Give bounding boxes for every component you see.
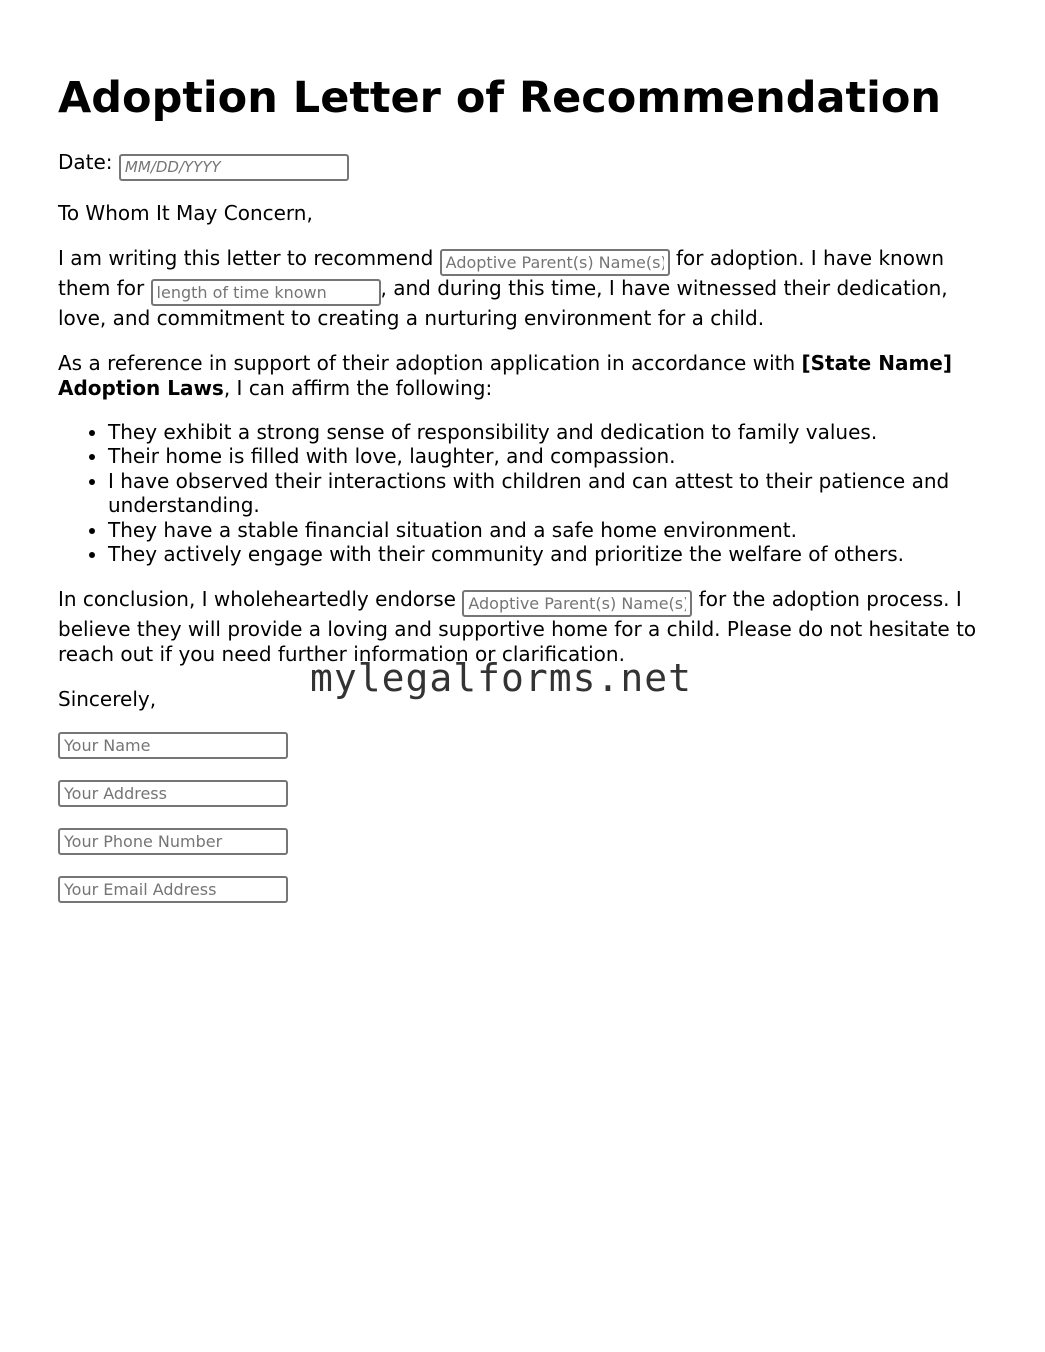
your-phone-input[interactable]	[58, 828, 288, 855]
endorsed-parent-name-input[interactable]	[462, 590, 692, 617]
reference-text-start: As a reference in support of their adoption application in accordance with	[58, 350, 802, 375]
letter-page	[58, 0, 983, 924]
page-title: Adoption Letter of Recommendation	[58, 73, 941, 123]
closing: Sincerely,	[58, 686, 157, 711]
reference-text-end: , I can affirm the following:	[223, 375, 493, 400]
your-address-input[interactable]	[58, 780, 288, 807]
list-item: • Their home is filled with love, laughter, and compassion.	[108, 444, 983, 469]
your-email-input[interactable]	[58, 876, 288, 903]
greeting: To Whom It May Concern,	[58, 200, 313, 225]
list-item: • They have a stable financial situation and a safe home environment.	[108, 518, 983, 543]
affirmation-list	[58, 420, 983, 567]
list-item: • They actively engage with their community and prioritize the welfare of others.	[108, 542, 983, 567]
recommendation-paragraph	[58, 246, 983, 331]
conclusion-text-end: for the adoption process. I believe they will provide a loving and supportive home for a child. Please do not hesitate to reach out if you need further information or clarification.	[58, 586, 977, 666]
reference-paragraph	[58, 351, 983, 401]
watermark: mylegalforms.net	[310, 656, 693, 700]
state-law-reference: [State Name] Adoption Laws	[58, 350, 952, 400]
date-line	[58, 150, 983, 181]
recommendation-text-start: I am writing this letter to recommend	[58, 245, 440, 270]
adoptive-parent-name-input[interactable]	[440, 249, 670, 276]
signature-block	[58, 732, 983, 903]
time-known-input[interactable]	[151, 279, 381, 306]
date-input[interactable]	[119, 154, 349, 181]
list-item: • They exhibit a strong sense of responsibility and dedication to family values.	[108, 420, 983, 445]
your-name-input[interactable]	[58, 732, 288, 759]
conclusion-text-start: In conclusion, I wholeheartedly endorse	[58, 586, 463, 611]
date-label: Date:	[58, 150, 113, 174]
recommendation-text-end: , and during this time, I have witnessed their dedication, love, and commitment to creating a nurturing environment for a child.	[58, 275, 948, 330]
recommendation-text-middle: for adoption. I have known them for	[58, 245, 944, 300]
list-item: • I have observed their interactions with children and can attest to their patience and understanding.	[108, 469, 983, 518]
